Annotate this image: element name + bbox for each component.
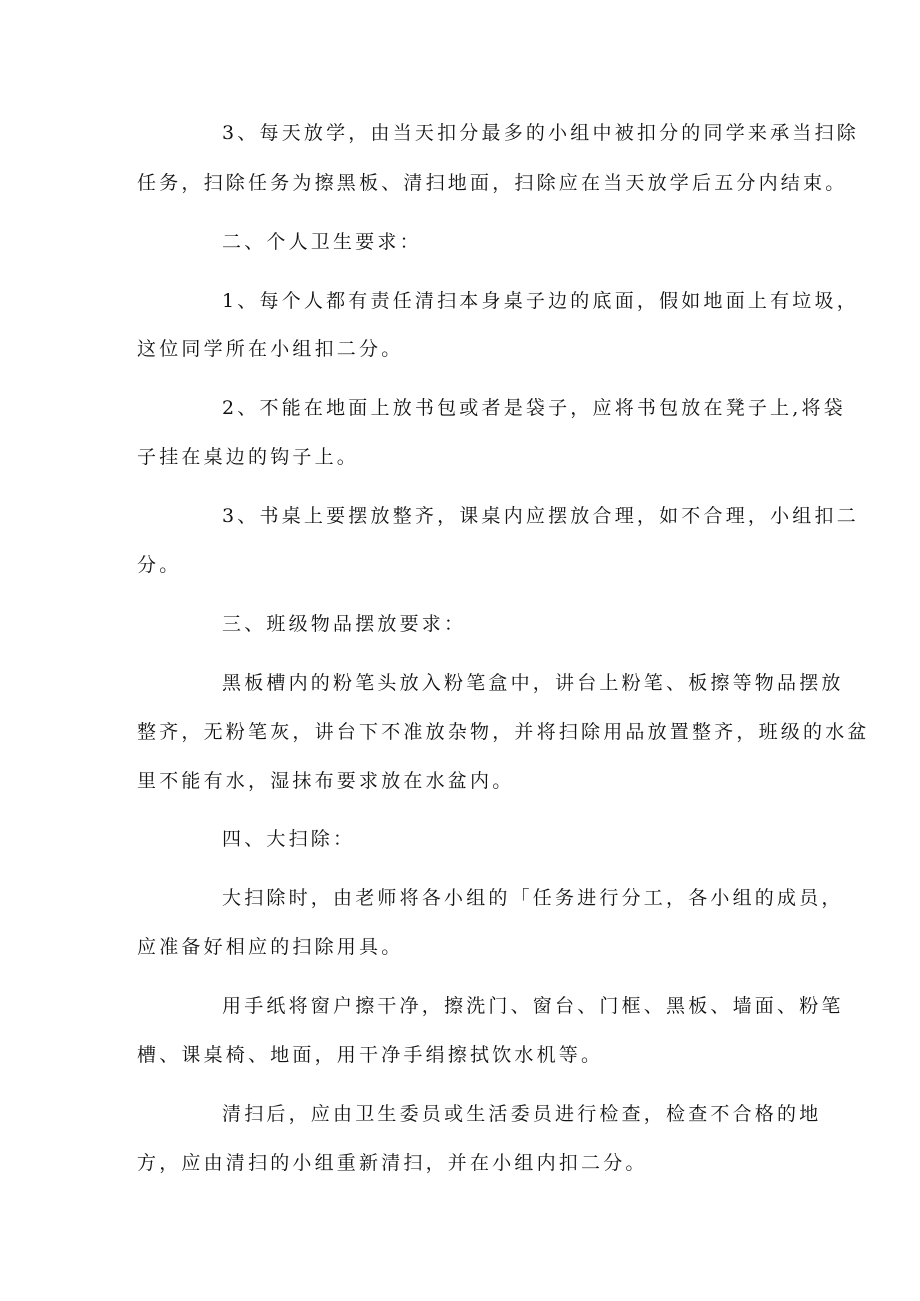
paragraph-line: 2、不能在地面上放书包或者是袋子，应将书包放在凳子上,将袋 [222,397,846,419]
paragraph-line: 整齐，无粉笔灰，讲台下不准放杂物，并将扫除用品放置整齐，班级的水盆 [137,721,870,743]
paragraph-line: 应准备好相应的扫除用具。 [137,936,404,958]
paragraph-line: 分。 [137,554,182,576]
paragraph-line: 这位同学所在小组扣二分。 [137,338,404,360]
paragraph-line: 槽、课桌椅、地面，用干净手绢擦拭饮水机等。 [137,1044,604,1066]
section-heading: 四、大扫除： [222,828,356,850]
paragraph-line: 用手纸将窗户擦干净，擦洗门、窗台、门框、黑板、墙面、粉笔 [222,995,844,1017]
paragraph-line: 清扫后，应由卫生委员或生活委员进行检查，检查不合格的地 [222,1103,822,1125]
paragraph-line: 1、每个人都有责任清扫本身桌子边的底面，假如地面上有垃圾， [222,290,859,312]
paragraph-line: 子挂在桌边的钩子上。 [137,446,360,468]
paragraph-line: 方，应由清扫的小组重新清扫，并在小组内扣二分。 [137,1152,648,1174]
section-heading: 三、班级物品摆放要求： [222,613,467,635]
paragraph-line: 里不能有水，湿抹布要求放在水盆内。 [137,770,515,792]
paragraph-line: 3、书桌上要摆放整齐，课桌内应摆放合理，如不合理，小组扣二 [222,505,859,527]
section-heading: 二、个人卫生要求： [222,231,422,253]
paragraph-line: 黑板槽内的粉笔头放入粉笔盒中，讲台上粉笔、板擦等物品摆放 [222,672,844,694]
paragraph-line: 3、每天放学，由当天扣分最多的小组中被扣分的同学来承当扫除 [222,122,859,144]
paragraph-line: 任务，扫除任务为擦黑板、清扫地面，扫除应在当天放学后五分内结束。 [137,172,848,194]
paragraph-line: 大扫除时，由老师将各小组的「任务进行分工，各小组的成员， [222,887,844,909]
